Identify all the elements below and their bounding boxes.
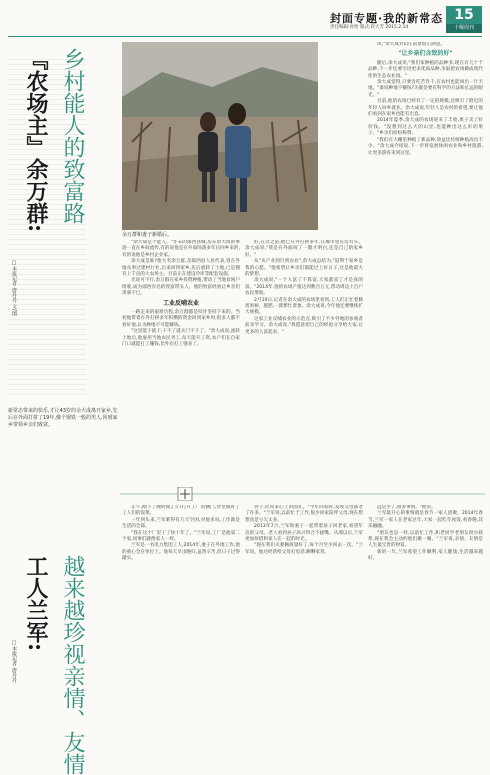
paragraph: 2月10日,记者在余大成的农场里看到,工人们正忙着修剪果树、施肥,一派繁忙景象。余大成说,今年他还要继续扩大规模。 — [245, 297, 363, 316]
article2-column-3 — [368, 505, 483, 697]
paragraph: 新的一年,兰军希望工作顺利,家人健康,生活越来越好。 — [368, 549, 483, 562]
article1-intro: 新常态带来的快乐,才让43岁的余大成离开家乡,先后在外面打拼了19年,像个钢铁一般的男人,回到家乡带领乡亲们致富。 — [8, 408, 118, 428]
article1-headline-colored: 乡村能人的致富路 — [60, 48, 85, 224]
paragraph: 骨干,但常来心上的面孔。"今年回家时,发现父母都老了许多。"兰军说,以前忙于工作,很少回家陪伴父母,现在想想真是亏欠太多。 — [245, 505, 363, 523]
header-meta: 责任编辑:孙怡 版式:段大芳 2015.2.14 — [330, 25, 409, 30]
article1-byline: □本报记者 唐丹丹 文/图 — [11, 260, 17, 316]
paragraph: "这里能干就干,干不了就关门不干了。"余大成说,流转土地后,他雇用当地农民务工,每天能开工资,农户们在自家门口就能打工赚钱,比外出打工强多了。 — [122, 329, 240, 348]
header-title: 封面专题·我的新常态 — [330, 12, 444, 25]
paragraph: "我们在大棚里种植了新品种,效益比传统种植高出不少。"余大成介绍说,下一步将发展休闲农业和乡村旅游,让更多游客来到这里。 — [368, 137, 483, 156]
page-number: 15 — [446, 6, 482, 24]
photo-caption: 余万群和妻子新婚后。 — [122, 232, 173, 238]
article2-headline-colored: 越来越珍视亲情、友情 — [60, 555, 85, 775]
paragraph: 余大成觉得,只要肯吃苦肯干,在农村也能闯出一片天地。"谁说种地不赚钱?关键是要有科学的方法和长远的眼光。" — [368, 80, 483, 98]
article2-column-1 — [122, 505, 240, 697]
paragraph: 随后,余大成说,"我们家种植的品种多,现在有几十个品种,下一步还要引进更多优质品种,争取把农场做成现代化的生态农业园。" — [368, 60, 483, 79]
article-divider — [120, 487, 485, 501]
article1-photo — [122, 42, 318, 230]
header-rule — [8, 36, 482, 37]
paragraph: 一路走来的艰难历程,余万群都是咬牙坚持下来的。当初他带着在外打拼多年积攒的资金回到家乡时,很多人都不看好他,认为种地不可能赚钱。 — [122, 310, 240, 328]
article1-column-1 — [122, 240, 240, 485]
paragraph: "现在我们夫妻俩商量好了,每个月至少回去一次。"兰军说。他还经常给父母打电话,聊聊家常。 — [245, 543, 363, 555]
paragraph: "余大成是个能人。"冬末的郧西县城,房东余大成的事迹一直在乡间流传,有的说他是在外面闯荡多年后回乡来的,有的说他是乡村企业家。 — [122, 240, 240, 258]
paragraph: 风,"余大成对山庄前景很心满意。 — [377, 42, 445, 47]
paragraph: 这家工业反哺农业的示范点,吸引了不少外地的参观者前来学习。余大成说,"我愿意把自己的经验分享给大家,让更多的人富起来。" — [245, 316, 363, 335]
paragraph: 2013年7月,兰军和妻子一起带着孩子回老家,看望年迈的父母。老人看到孙子高兴得合不拢嘴。从那以后,兰军更加珍惜和家人在一起的时光。 — [245, 524, 363, 543]
article1-column-2 — [245, 240, 363, 485]
paragraph: 远是少了,很多事情。"他说。 — [377, 505, 436, 510]
paragraph: 光说可不行,余万群在家乡投资种植,带动了当地贫困户增收,成为郧西有名的致富带头人。他的致富经验让乡亲们羡慕不已。 — [122, 278, 240, 297]
article1-headline-bold: 『农场主』余万群: — [23, 48, 49, 233]
paragraph: 兰军是一名电力集团工人,2014年,妻子在外地工作,他的重心全在单位上。他每天早出晚归,虽然辛苦,但日子过得踏实。 — [122, 543, 240, 562]
section-badge: 十堰周刊 — [446, 24, 482, 33]
paragraph: 余大成说,"一个人富了不算富,大家都富了才是真的富。"2014年,他的农场产值达到数百万元,带动周边上百户农民增收。 — [245, 278, 363, 297]
paragraph: 2014年夏季,余大成的农场迎来了丰收,果子卖了好价钱。"没想到这么大的山里,也能种出这么好的果子。"乡亲们纷纷称赞。 — [368, 118, 483, 137]
article2-column-2 — [245, 505, 363, 697]
paragraph: 好,在这之前,他已在外打拼多年,在城市里有房有车。余大成说,"我是在外面闯了一圈才明白,还是自己的家乡好。" — [245, 240, 363, 258]
article2-headline-bold: 工人兰军: — [23, 555, 49, 652]
section-heading-work: 工业反哺农业 — [162, 299, 199, 307]
section-heading-quote: "让乡亲们含致的好" — [398, 50, 453, 58]
paragraph: 从"从产业到行到农业",余大成总结为,"返利于家乡是我的心愿。"他希望让乡亲们都能过上好日子,这是他最大的梦想。 — [245, 259, 363, 278]
article1-column-3 — [368, 42, 483, 485]
paragraph: 兰军最开心的事情就是春节一家人团聚。2014年春节,兰军一家人在老家过年,大家一起吃年夜饭,看春晚,其乐融融。 — [368, 511, 483, 530]
paragraph: "我在这个厂里干了快十年了。"兰军说,工厂是他第二个家,同事们就像家人一样。 — [122, 530, 240, 543]
paragraph: 正午,刚下了晚时间,门口打开工厂的侧门,食堂做好了工人们的饭菜。 — [122, 505, 240, 517]
paragraph: 余大成是谁?他大名余万群,是郧西县人民代表,曾在外地从事过建材行业,后来回到家乡,先后流转了土地,已是拥有上千亩的大农场主。目前正在建设冷库等配套设施。 — [122, 259, 240, 278]
paragraph: 一年到头来,兰军难得有几天空闲,对他来说,工作就是生活的全部。 — [122, 517, 240, 530]
paragraph: 目前,他的农场已经有了一定的规模,还吸引了附近的年轻人回乡就业。余大成说,年轻人是农村的希望,要让他们看到在家乡也能有出息。 — [368, 99, 483, 118]
orchard-photo-illustration — [122, 42, 318, 230]
paragraph: "朋友也是一样,以前忙工作,和老同学老朋友很少联系,现在我会主动约他们聚一聚。"兰军说,亲情、友情是人生最宝贵的财富。 — [368, 530, 483, 549]
article2-byline: □本报记者 唐丹丹 — [11, 640, 17, 683]
